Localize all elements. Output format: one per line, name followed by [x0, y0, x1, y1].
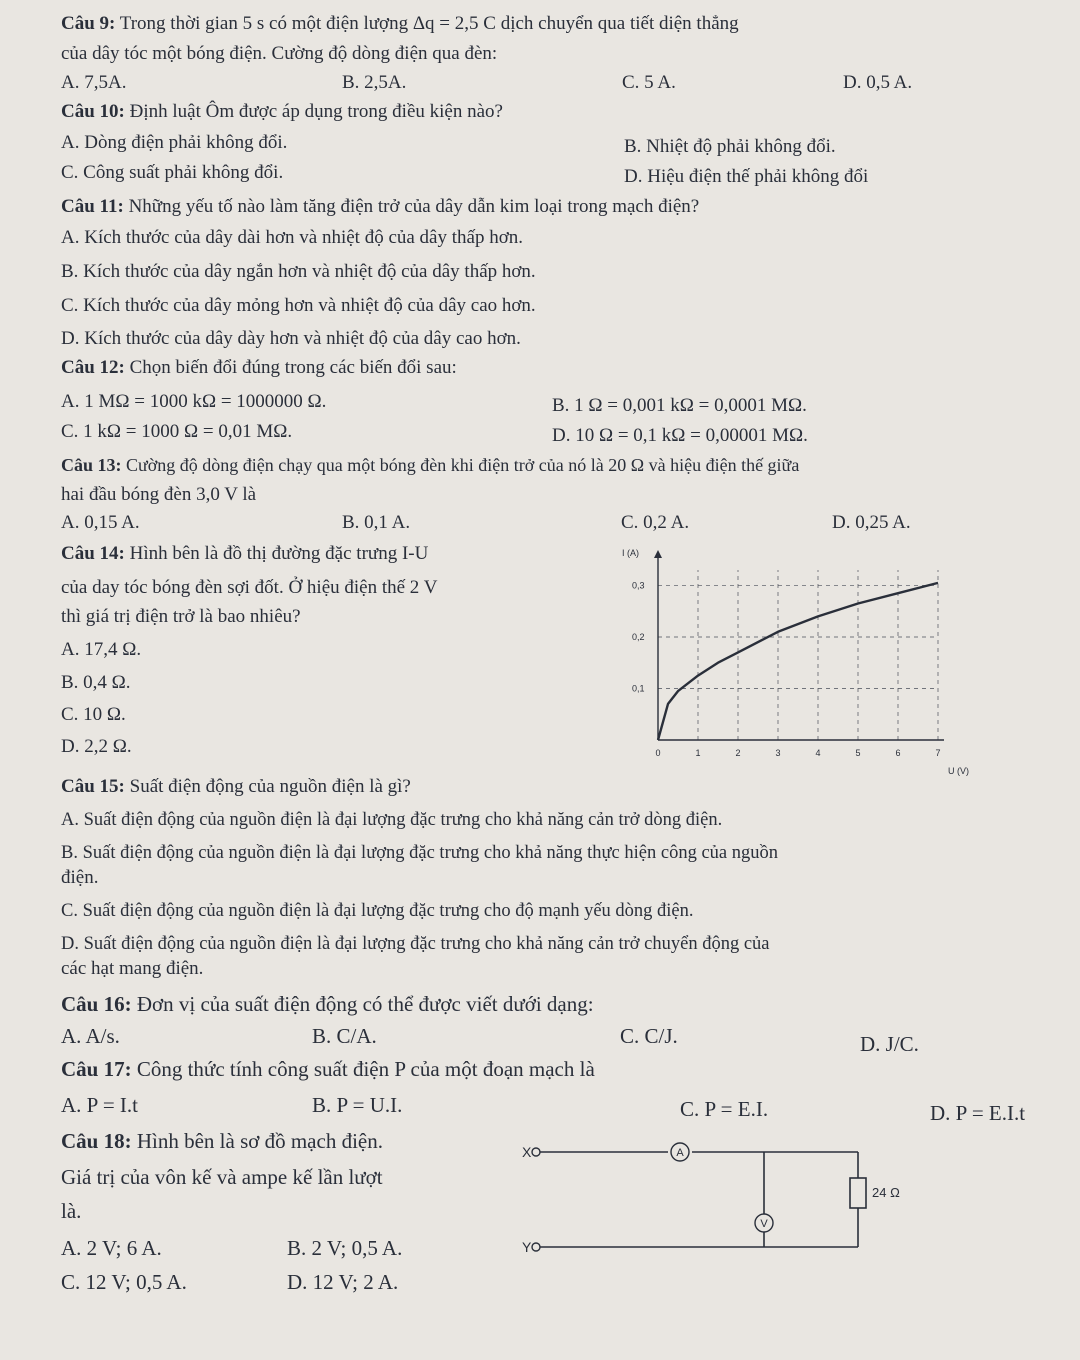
x-tick-label: 3	[775, 748, 781, 758]
q11-number: Câu 11:	[61, 196, 124, 217]
terminal-x-node	[532, 1148, 540, 1156]
q9-number: Câu 9:	[61, 13, 116, 34]
resistor-symbol	[850, 1178, 866, 1208]
q12-option-a: A. 1 MΩ = 1000 kΩ = 1000000 Ω.	[61, 391, 327, 412]
x-tick-label: 6	[895, 748, 901, 758]
q14-stem: Câu 14: Hình bên là đồ thị đường đặc trưng I-U	[61, 543, 429, 564]
ammeter-label: A	[676, 1147, 684, 1159]
q10-stem: Câu 10: Định luật Ôm được áp dụng trong điều kiện nào?	[61, 101, 503, 122]
q18-stem-line3: là.	[61, 1199, 82, 1223]
q15-option-c: C. Suất điện động của nguồn điện là đại lượng đặc trưng cho độ mạnh yếu dòng điện.	[61, 901, 694, 921]
q17-option-b: B. P = U.I.	[312, 1093, 403, 1117]
q14-option-a: A. 17,4 Ω.	[61, 639, 142, 660]
q9-stem: Câu 9: Trong thời gian 5 s có một điện lượng Δq = 2,5 C dịch chuyển qua tiết diện thẳng	[61, 13, 739, 34]
q14-number: Câu 14:	[61, 543, 125, 564]
terminal-y-label: Y	[522, 1239, 532, 1255]
q11-option-b: B. Kích thước của dây ngắn hơn và nhiệt độ của dây thấp hơn.	[61, 261, 536, 282]
q13-stem: Câu 13: Cường độ dòng điện chạy qua một bóng đèn khi điện trở của nó là 20 Ω và hiệu điện thế giữa	[61, 455, 800, 475]
q18-option-c: C. 12 V; 0,5 A.	[61, 1270, 187, 1294]
x-tick-label: 7	[935, 748, 941, 758]
terminal-y-node	[532, 1243, 540, 1251]
q17-option-d: D. P = E.I.t	[930, 1101, 1026, 1125]
q10-number: Câu 10:	[61, 101, 125, 122]
q12-stem: Câu 12: Chọn biến đổi đúng trong các biến đổi sau:	[61, 357, 457, 378]
y-tick-label: 0,2	[632, 631, 645, 642]
q16-option-d: D. J/C.	[860, 1032, 919, 1056]
q18-option-b: B. 2 V; 0,5 A.	[287, 1236, 403, 1260]
iu-characteristic-chart	[600, 546, 980, 782]
q13-option-b: B. 0,1 A.	[342, 512, 411, 533]
q16-stem: Câu 16: Đơn vị của suất điện động có thể được viết dưới dạng:	[61, 992, 594, 1016]
q12-option-d: D. 10 Ω = 0,1 kΩ = 0,00001 MΩ.	[552, 425, 808, 446]
q18-option-a: A. 2 V; 6 A.	[61, 1236, 162, 1260]
resistor-value-label: 24 Ω	[872, 1185, 900, 1200]
circuit-diagram	[520, 1130, 920, 1260]
q14-option-d: D. 2,2 Ω.	[61, 736, 132, 757]
q17-option-c: C. P = E.I.	[680, 1097, 769, 1121]
y-tick-label: 0,3	[632, 580, 645, 591]
q14-stem-line2: của day tóc bóng đèn sợi đốt. Ở hiệu điện thế 2 V	[61, 577, 438, 598]
q16-option-a: A. A/s.	[61, 1024, 120, 1048]
q15-number: Câu 15:	[61, 776, 125, 797]
q9-option-b: B. 2,5A.	[342, 72, 407, 93]
q15-option-d: D. Suất điện động của nguồn điện là đại lượng đặc trưng cho khả năng cản trở chuyển động của	[61, 934, 770, 954]
q17-number: Câu 17:	[61, 1057, 132, 1081]
voltmeter-label: V	[760, 1218, 768, 1230]
q18-number: Câu 18:	[61, 1129, 132, 1153]
q12-option-b: B. 1 Ω = 0,001 kΩ = 0,0001 MΩ.	[552, 395, 807, 416]
q18-stem: Câu 18: Hình bên là sơ đồ mạch điện.	[61, 1129, 383, 1153]
q17-stem: Câu 17: Công thức tính công suất điện P của một đoạn mạch là	[61, 1057, 595, 1081]
q10-option-d: D. Hiệu điện thế phải không đổi	[624, 166, 869, 187]
q15-stem: Câu 15: Suất điện động của nguồn điện là gì?	[61, 776, 411, 797]
q13-number: Câu 13:	[61, 455, 122, 475]
q16-option-c: C. C/J.	[620, 1024, 678, 1048]
q15-option-b-line2: điện.	[61, 867, 99, 888]
q12-number: Câu 12:	[61, 357, 125, 378]
x-tick-label: 4	[815, 748, 821, 758]
terminal-x-label: X	[522, 1144, 532, 1160]
x-tick-label: 5	[855, 748, 861, 758]
q13-option-d: D. 0,25 A.	[832, 512, 911, 533]
q12-option-c: C. 1 kΩ = 1000 Ω = 0,01 MΩ.	[61, 421, 293, 442]
x-tick-label: 2	[735, 748, 741, 758]
q18-stem-line2: Giá trị của vôn kế và ampe kế lần lượt	[61, 1165, 383, 1189]
q11-option-d: D. Kích thước của dây dày hơn và nhiệt độ của dây cao hơn.	[61, 328, 521, 349]
q10-option-b: B. Nhiệt độ phải không đổi.	[624, 136, 836, 157]
q14-stem-line3: thì giá trị điện trở là bao nhiêu?	[61, 606, 301, 627]
q9-option-c: C. 5 A.	[622, 72, 676, 93]
q9-option-d: D. 0,5 A.	[843, 72, 913, 93]
q15-option-b: B. Suất điện động của nguồn điện là đại lượng đặc trưng cho khả năng thực hiện công của nguồn	[61, 843, 779, 863]
q17-option-a: A. P = I.t	[61, 1093, 138, 1117]
q16-option-b: B. C/A.	[312, 1024, 377, 1048]
q11-stem: Câu 11: Những yếu tố nào làm tăng điện trở của dây dẫn kim loại trong mạch điện?	[61, 196, 700, 217]
q13-option-a: A. 0,15 A.	[61, 512, 140, 533]
q18-option-d: D. 12 V; 2 A.	[287, 1270, 399, 1294]
x-tick-label: 0	[655, 748, 661, 758]
q9-option-a: A. 7,5A.	[61, 72, 127, 93]
q15-option-d-line2: các hạt mang điện.	[61, 958, 204, 979]
y-axis-arrow	[654, 550, 662, 558]
q16-number: Câu 16:	[61, 992, 132, 1016]
q15-option-a: A. Suất điện động của nguồn điện là đại lượng đặc trưng cho khả năng cản trở dòng điện.	[61, 810, 723, 830]
q10-option-c: C. Công suất phải không đổi.	[61, 162, 284, 183]
q11-option-a: A. Kích thước của dây dài hơn và nhiệt độ của dây thấp hơn.	[61, 227, 524, 248]
q11-option-c: C. Kích thước của dây mỏng hơn và nhiệt độ của dây cao hơn.	[61, 295, 536, 316]
q13-stem-line2: hai đầu bóng đèn 3,0 V là	[61, 484, 257, 505]
q10-option-a: A. Dòng điện phải không đổi.	[61, 132, 288, 153]
x-axis-label: U (V)	[948, 766, 969, 776]
y-tick-label: 0,1	[632, 683, 645, 694]
q14-option-b: B. 0,4 Ω.	[61, 672, 131, 693]
q9-stem-line2: của dây tóc một bóng điện. Cường độ dòng điện qua đèn:	[61, 43, 498, 64]
q13-option-c: C. 0,2 A.	[621, 512, 690, 533]
y-axis-label: I (A)	[622, 548, 639, 558]
q14-option-c: C. 10 Ω.	[61, 704, 126, 725]
iu-curve	[658, 583, 938, 740]
x-tick-label: 1	[695, 748, 701, 758]
